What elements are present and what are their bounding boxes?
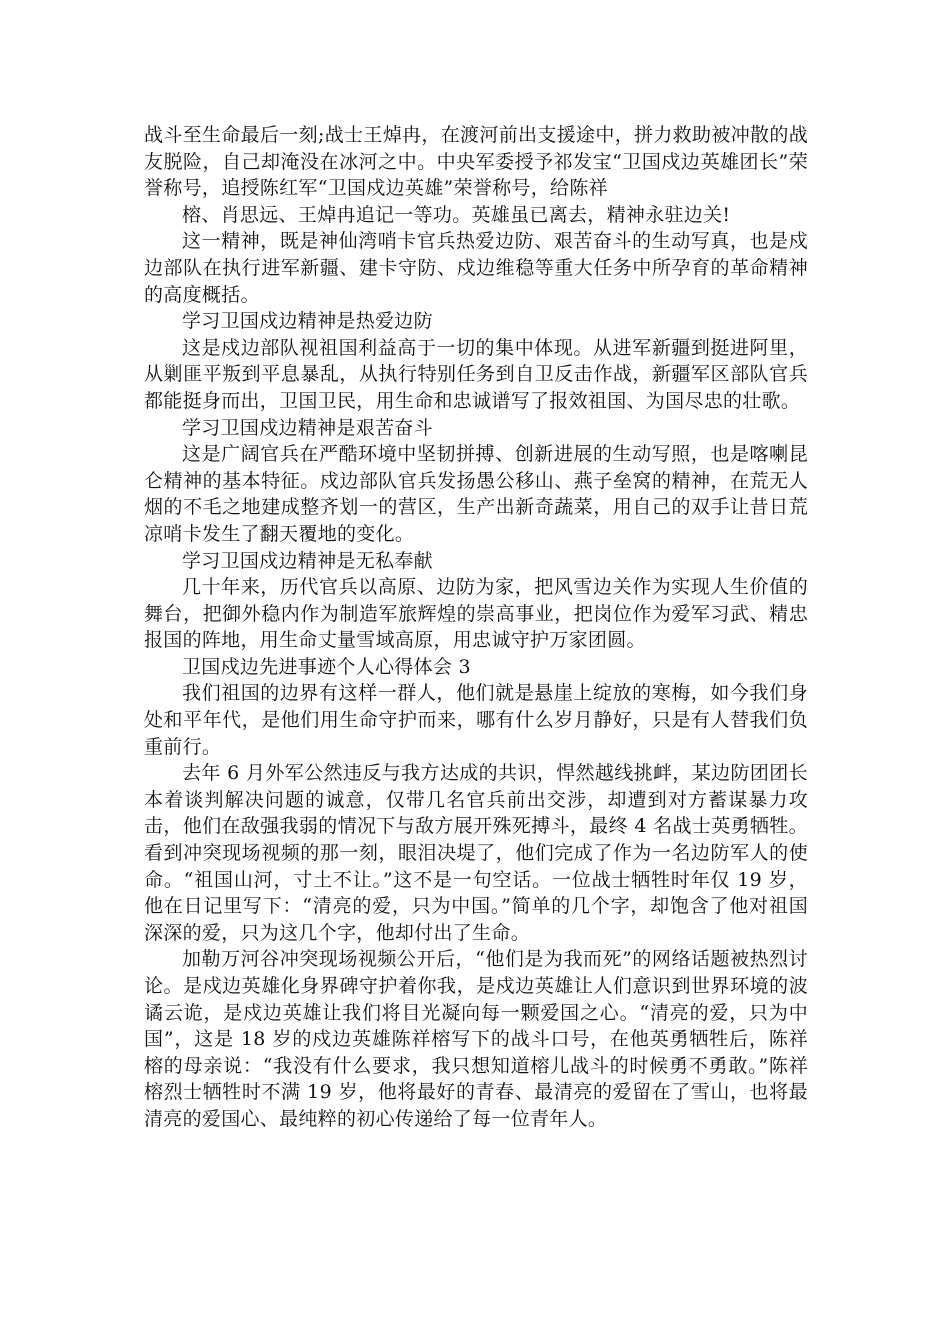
paragraph-continuation: 战斗至生命最后一刻;战士王焯冉，在渡河前出支援途中，拼力救助被冲散的战友脱险，自己却淹没在冰河之中。中央军委授予祁发宝“卫国戍边英雄团长”荣誉称号，追授陈红军“卫国戍边英雄”荣誉称号，给陈祥: [144, 124, 808, 200]
section-heading-hard-struggle: 学习卫国戍边精神是艰苦奋斗: [182, 416, 433, 439]
paragraph: 这是戍边部队视祖国利益高于一切的集中体现。从进军新疆到挺进阿里，从剿匪平叛到平息暴乱，从执行特别任务到自卫反击作战，新疆军区部队官兵都能挺身而出，卫国卫民，用生命和忠诚谱写了报效祖国、为国尽忠的壮歌。: [144, 336, 808, 412]
section-heading-love-border: 学习卫国戍边精神是热爱边防: [182, 310, 433, 333]
paragraph: 这是广阔官兵在严酷环境中坚韧拼搏、创新进展的生动写照，也是喀喇昆仑精神的基本特征。戍边部队官兵发扬愚公移山、燕子垒窝的精神，在荒无人烟的不毛之地建成整齐划一的营区，生产出新奇蔬菜，用自己的双手让昔日荒凉哨卡发生了翻天覆地的变化。: [144, 443, 808, 545]
document-body: [144, 122, 808, 1133]
section-heading-essay-3: 卫国戍边先进事迹个人心得体会 3: [182, 655, 471, 678]
paragraph: 加勒万河谷冲突现场视频公开后，“他们是为我而死”的网络话题被热烈讨论。是戍边英雄化身界碑守护着你我，是戍边英雄让人们意识到世界环境的波谲云诡，是戍边英雄让我们将目光凝向每一颗爱国之心。“清亮的爱，只为中国”，这是 18 岁的戍边英雄陈祥榕写下的战斗口号，在他英勇牺牲后，陈祥榕的母亲说：“我没有什么要求，我只想知道榕儿战斗的时候勇不勇敢。”陈祥榕烈士牺牲时不满 19 岁，他将最好的青春、最清亮的爱留在了雪山，也将最清亮的爱国心、最纯粹的初心传递给了每一位青年人。: [144, 948, 808, 1130]
paragraph: 去年 6 月外军公然违反与我方达成的共识，悍然越线挑衅，某边防团团长本着谈判解决问题的诚意，仅带几名官兵前出交涉，却遭到对方蓄谋暴力攻击，他们在敌强我弱的情况下与敌方展开殊死搏斗，最终 4 名战士英勇牺牲。看到冲突现场视频的那一刻，眼泪决堤了，他们完成了作为一名边防军人的使命。“祖国山河，寸土不让。”这不是一句空话。一位战士牺牲时年仅 19 岁，他在日记里写下：“清亮的爱，只为中国。”简单的几个字，却饱含了他对祖国深深的爱，只为这几个字，他却付出了生命。: [144, 762, 808, 944]
paragraph: 我们祖国的边界有这样一群人，他们就是悬崖上绽放的寒梅，如今我们身处和平年代，是他们用生命守护而来，哪有什么岁月静好，只是有人替我们负重前行。: [144, 682, 808, 758]
paragraph: 几十年来，历代官兵以高原、边防为家，把风雪边关作为实现人生价值的舞台，把御外稳内作为制造军旅辉煌的崇高事业，把岗位作为爱军习武、精忠报国的阵地，用生命丈量雪域高原，用忠诚守护万家团圆。: [144, 576, 808, 652]
paragraph: 这一精神，既是神仙湾哨卡官兵热爱边防、艰苦奋斗的生动写真，也是戍边部队在执行进军新疆、建卡守防、戍边维稳等重大任务中所孕育的革命精神的高度概括。: [144, 230, 808, 306]
section-heading-selfless-dedication: 学习卫国戍边精神是无私奉献: [182, 549, 433, 572]
paragraph: 榕、肖思远、王焯冉追记一等功。英雄虽已离去，精神永驻边关!: [182, 203, 731, 226]
